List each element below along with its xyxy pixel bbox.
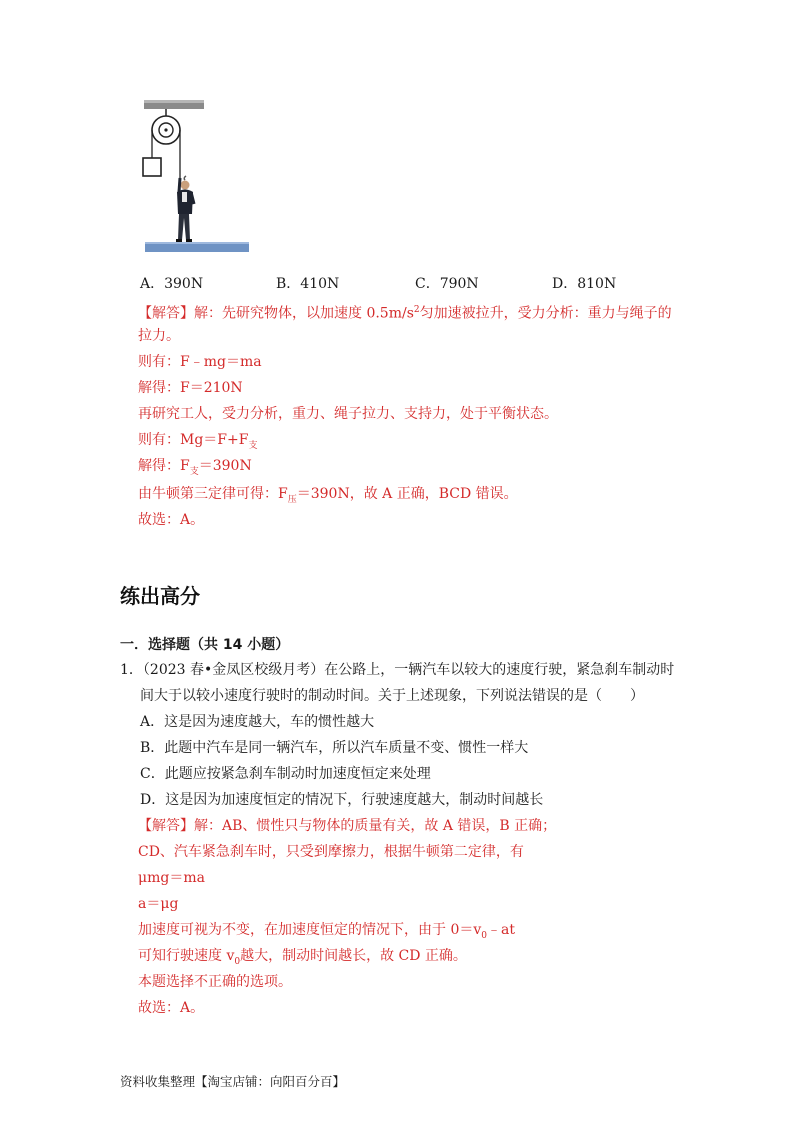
prev-answer-line-2: 拉力。 [138,328,180,344]
answer-text: 匀加速被拉升，受力分析：重力与绳子的 [419,305,672,322]
answer-tag: 【解答】 [138,305,194,322]
answer-text: 由牛顿第三定律可得：F [138,486,288,502]
answer-text: 解得：F [138,458,190,474]
section-title: 练出高分 [120,584,200,608]
subscript: 0 [481,930,487,941]
subscript: 支 [248,440,258,451]
prev-answer-line-6 [138,430,257,456]
q1-answer-line-4: a＝μg [138,896,179,912]
worker-figure [176,176,194,242]
prev-answer-line-8 [138,484,518,510]
prev-option-b: B．410N [276,276,340,292]
answer-text: ＝390N [198,458,252,474]
prev-answer-line-1 [138,300,672,324]
prev-answer-line-4: 解得：F＝210N [138,380,243,396]
question-1-stem-line-2: 间大于以较小速度行驶时的制动时间。关于上述现象，下列说法错误的是（ ） [140,688,644,704]
answer-text: 则有：Mg＝F+F [138,432,249,448]
q1-answer-line-2: CD、汽车紧急刹车时，只受到摩擦力，根据牛顿第二定律，有 [138,844,524,860]
answer-text: ＝390N，故 A 正确，BCD 错误。 [296,486,518,502]
prev-option-d: D．810N [552,276,617,292]
answer-text: 加速度可视为不变，在加速度恒定的情况下，由于 0＝v [138,922,482,938]
q1-answer-line-7: 本题选择不正确的选项。 [138,974,292,990]
answer-text: 解：先研究物体，以加速度 0.5m/s [194,305,414,322]
answer-text: 越大，制动时间越长，故 CD 正确。 [240,948,467,964]
subscript: 支 [189,466,199,477]
prev-answer-line-5: 再研究工人，受力分析，重力、绳子拉力、支持力，处于平衡状态。 [138,406,558,422]
q1-answer-line-6 [138,946,467,972]
question-1-option-b: B．此题中汽车是同一辆汽车，所以汽车质量不变、惯性一样大 [140,740,529,756]
question-1-option-d: D．这是因为加速度恒定的情况下，行驶速度越大，制动时间越长 [140,792,544,808]
answer-text: 可知行驶速度 v [138,948,235,964]
question-1-option-a: A．这是因为速度越大，车的惯性越大 [140,714,375,730]
q1-answer-line-3: μmg＝ma [138,870,205,886]
answer-tag: 【解答】 [138,818,194,834]
section-subhead: 一．选择题（共 14 小题） [120,637,290,653]
question-1-option-c: C．此题应按紧急刹车制动时加速度恒定来处理 [140,766,431,782]
prev-answer-line-3: 则有：F﹣mg＝ma [138,354,262,370]
pulley-figure [140,96,252,256]
question-1-stem-line-1: 1．（2023 春•金凤区校级月考）在公路上，一辆汽车以较大的速度行驶，紧急刹车制动时 [120,662,675,678]
q1-answer-line-8: 故选：A。 [138,1000,205,1016]
prev-answer-line-9: 故选：A。 [138,512,205,528]
superscript: 2 [413,305,420,315]
page-footer: 资料收集整理【淘宝店铺：向阳百分百】 [120,1074,346,1089]
q1-answer-line-5 [138,920,515,946]
answer-text: 解：AB、惯性只与物体的质量有关，故 A 错误，B 正确； [194,818,557,834]
prev-answer-line-7 [138,456,252,482]
box [143,158,161,176]
subscript: 压 [287,494,297,505]
prev-option-c: C．790N [415,276,479,292]
subscript: 0 [234,956,241,967]
q1-answer-line-1 [138,816,556,836]
prev-option-a: A．390N [140,276,204,292]
answer-text: ﹣at [487,922,515,938]
